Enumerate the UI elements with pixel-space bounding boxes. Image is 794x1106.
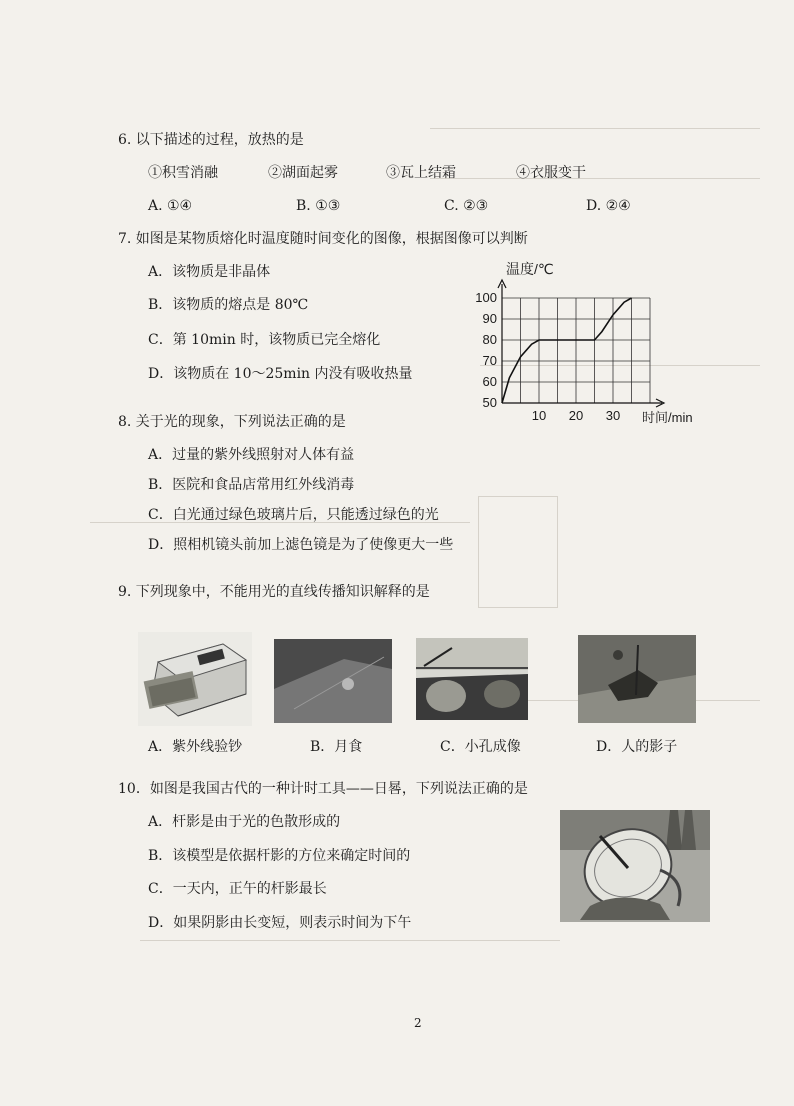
- q6-option-c: C. ②③: [444, 198, 489, 214]
- q6-option-d: D. ②④: [586, 198, 631, 214]
- bleed-table: [478, 496, 558, 608]
- q10-option-c: C．一天内，正午的杆影最长: [148, 881, 327, 897]
- photo-lunar-eclipse: [274, 639, 392, 723]
- q7-option-a: A．该物质是非晶体: [148, 264, 271, 280]
- bleed-line: [140, 940, 560, 941]
- q6-item-2: ②湖面起雾: [268, 165, 338, 181]
- q6-option-a: A. ①④: [148, 198, 193, 214]
- q9-option-d: D．人的影子: [596, 739, 678, 755]
- q8-option-c: C．白光通过绿色玻璃片后，只能透过绿色的光: [148, 507, 439, 523]
- q9-option-b: B．月食: [310, 739, 363, 755]
- q6-item-3: ③瓦上结霜: [386, 165, 456, 181]
- q7-option-d: D．该物质在 10～25min 内没有吸收热量: [148, 366, 413, 382]
- q10-option-a: A．杆影是由于光的色散形成的: [148, 814, 341, 830]
- temperature-time-chart: [460, 255, 710, 430]
- q6-stem: 6. 以下描述的过程，放热的是: [118, 132, 304, 148]
- x-tick-label: 30: [605, 408, 621, 423]
- bleed-line: [430, 128, 760, 129]
- y-tick-label: 90: [482, 311, 497, 326]
- q9-option-c: C．小孔成像: [440, 739, 521, 755]
- q10-stem: 10．如图是我国古代的一种计时工具——日晷，下列说法正确的是: [118, 781, 528, 797]
- q7-option-c: C．第 10min 时，该物质已完全熔化: [148, 332, 381, 348]
- photo-human-shadow: [578, 635, 696, 723]
- q10-option-d: D．如果阴影由长变短，则表示时间为下午: [148, 915, 412, 931]
- q7-stem: 7. 如图是某物质熔化时温度随时间变化的图像，根据图像可以判断: [118, 231, 528, 247]
- q6-item-1: ①积雪消融: [148, 165, 218, 181]
- y-tick-label: 80: [482, 332, 497, 347]
- y-tick-label: 60: [482, 374, 497, 389]
- x-tick-label: 20: [568, 408, 584, 423]
- y-tick-label: 70: [482, 353, 497, 368]
- q9-stem: 9. 下列现象中，不能用光的直线传播知识解释的是: [118, 584, 430, 600]
- y-tick-label: 50: [482, 395, 497, 410]
- chart-ylabel: 温度/℃: [506, 261, 554, 277]
- q8-stem: 8. 关于光的现象，下列说法正确的是: [118, 414, 346, 430]
- q8-option-d: D．照相机镜头前加上滤色镜是为了使像更大一些: [148, 537, 454, 553]
- q6-option-b: B. ①③: [296, 198, 341, 214]
- photo-currency-detector: [138, 632, 252, 726]
- q8-option-a: A．过量的紫外线照射对人体有益: [148, 447, 355, 463]
- page-number: 2: [414, 1016, 422, 1030]
- series-line-temperature: [502, 298, 632, 403]
- photo-sundial: [560, 810, 710, 922]
- y-tick-label: 100: [475, 290, 497, 305]
- x-tick-label: 10: [531, 408, 547, 423]
- bleed-line: [430, 178, 760, 179]
- q7-option-b: B．该物质的熔点是 80℃: [148, 297, 309, 313]
- q6-item-4: ④衣服变干: [516, 165, 586, 181]
- q9-option-a: A．紫外线验钞: [148, 739, 243, 755]
- chart-xlabel: 时间/min: [642, 410, 693, 425]
- q10-option-b: B．该模型是依据杆影的方位来确定时间的: [148, 848, 411, 864]
- q8-option-b: B．医院和食品店常用红外线消毒: [148, 477, 355, 493]
- photo-pinhole-imaging: [416, 638, 528, 720]
